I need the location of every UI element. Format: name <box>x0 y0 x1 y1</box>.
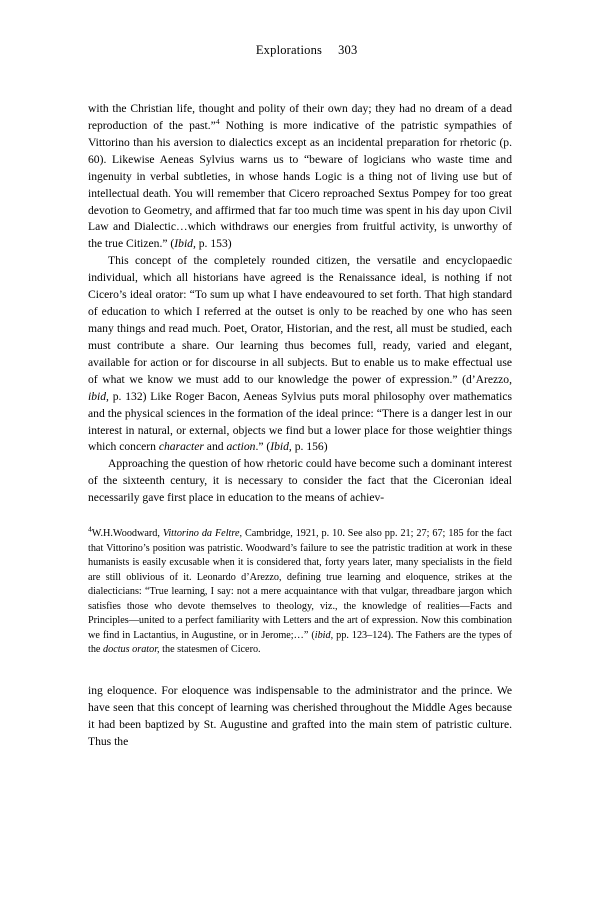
paragraph-1-text-c: p. 153) <box>195 237 232 251</box>
paragraph-2-text-d: .” ( <box>255 440 271 454</box>
footnote-ibid: ibid, <box>314 629 334 641</box>
paragraph-2 <box>88 253 512 456</box>
body-text <box>88 101 512 507</box>
paragraph-1-text-a: with the Christian life, thought and polity of their own day; they had no dream of a dead reproduction of the past.” <box>88 102 512 132</box>
footnote-marker: 4 <box>88 524 92 534</box>
continued-text <box>88 683 512 751</box>
paragraph-2-text-c: and <box>203 440 227 454</box>
footnote-text-a: W.H.Woodward, <box>91 528 163 540</box>
paragraph-1-ibid: Ibid, <box>174 237 196 251</box>
paragraph-2-text-a: This concept of the completely rounded citizen, the versatile and encyclopaedic individual, which all historians have agreed is the Renaissance ideal, is nothing if not Cicero’s ideal orator: “To sum up what I have endeavoured to set forth. That high standard of education to which I referred at the outset is only to be reached by one who has seen many things and read much. Poet, Orator, Historian, and the rest, all must be studied, each must contribute a share. Our learning thus becomes full, ready, varied and elegant, available for action or for discourse in all subjects. But to enable us to make effectual use of what we know we must add to our knowledge the power of expression.” (d’Arezzo, <box>88 254 512 386</box>
paragraph-1 <box>88 101 512 253</box>
footnote-italic-term: doctus orator, <box>103 644 160 655</box>
paragraph-2-text-b: p. 132) Like Roger Bacon, Aeneas Sylvius puts moral philosophy over mathematics and the physical sciences in the formation of the ideal prince: “There is a danger lest in our interest in natural, or external, objects we find but a lower place for those weightier things which concern <box>88 389 512 454</box>
paragraph-2-text-e: p. 156) <box>291 440 328 454</box>
footnote-reference-4: 4 <box>215 117 220 127</box>
paragraph-3: Approaching the question of how rhetoric could have become such a dominant interest of the sixteenth century, it is necessary to consider the fact that the Ciceronian ideal necessarily gave first place in education to the means of achiev- <box>88 457 512 505</box>
running-head <box>88 28 512 73</box>
paragraph-2-italic-character: character <box>158 440 204 454</box>
footnote-4 <box>88 524 513 657</box>
paragraph-1-text-b: Nothing is more indicative of the patristic sympathies of Vittorino than his aversion to dialectics except as an incidental preparation for rhetoric (p. 60). Likewise Aeneas Sylvius warns us to “beware of logicians who waste time and ingenuity in verbal subtleties, in whose hands Logic is a thing not of living use but of intellectual death. You will remember that Cicero reproached Sextus Pompey for too great devotion to Geometry, and affirmed that far too much time was spent in his day upon Civil Law and Dialectic…which withdraws our energies from fruitful activity, is unworthy of the true Citizen.” ( <box>88 118 512 251</box>
running-head-title: Explorations <box>255 43 323 57</box>
footnote-cited-title: Vittorino da Feltre, <box>162 528 243 540</box>
tail-paragraph: ing eloquence. For eloquence was indispensable to the administrator and the prince. We have seen that this concept of learning was cherished throughout the Middle Ages because it had been baptized by St. Augustine and grafted into the main stem of patristic culture. Thus the <box>88 684 512 749</box>
footnote-text-d: the statesmen of Cicero. <box>159 644 261 655</box>
paragraph-2-italic-action: action <box>226 440 256 454</box>
paragraph-2-ibid: ibid, <box>88 389 109 403</box>
footnote-text-b: Cambridge, 1921, p. 10. See also pp. 21; 27; 67; 185 for the fact that Vittorino’s position was patristic. Woodward’s failure to see the patristic tradition at work in these humanists is easily excusable when it is considered that, forty years later, many specialists in the field are still oblivious of it. Leonardo d’Arezzo, defining true learning and eloquence, strikes at the dialecticians: “True learning, I say: not a mere acquaintance with that vulgar, threadbare jargon which satisfies those who devote themselves to theology, viz., the knowledge of realities—Facts and Principles—united to a perfect familiarity with Letters and the art of expression. Now this combination we find in Lactantius, in Augustine, or in Jerome;…” ( <box>88 528 513 641</box>
page-number: 303 <box>338 43 358 57</box>
paragraph-2-ibid-2: Ibid, <box>270 440 292 454</box>
footnote-text-c: pp. 123–124). The Fathers are the types of the <box>88 629 512 655</box>
